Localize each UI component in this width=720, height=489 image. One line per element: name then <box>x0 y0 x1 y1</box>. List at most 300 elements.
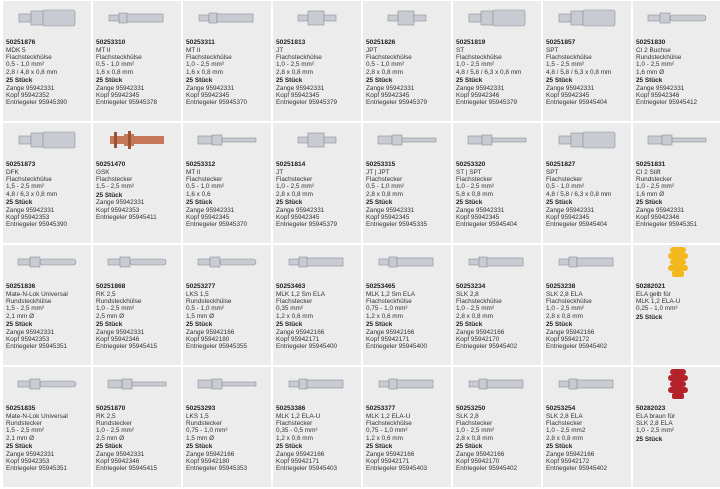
spec-line: JT | JPT <box>366 168 390 176</box>
spec-line: GSK <box>96 168 110 176</box>
spec-line: JPT <box>366 46 378 54</box>
quantity: 25 Stück <box>6 77 33 85</box>
tool-line: Kopf 95942346 <box>456 92 500 100</box>
spec-line: Flachsteckhülse <box>546 298 592 305</box>
article-number: 50253463 <box>276 283 306 290</box>
pin-terminal-icon <box>186 367 269 401</box>
spec-line: SLK 2,8 ELA <box>636 420 673 427</box>
spec-line: Flachstecker <box>276 176 313 183</box>
product-card <box>453 123 541 243</box>
tool-line: Zange 95942166 <box>546 328 595 336</box>
spec-line: JT <box>276 46 284 54</box>
spec-line: Flachstecker <box>276 298 313 305</box>
spec-line: 1,0 - 2,5 mm² <box>96 427 134 435</box>
spec-line: Flachsteckhülse <box>186 54 232 61</box>
tool-line: Entriegeler 95945379 <box>276 221 338 229</box>
quantity: 25 Stück <box>96 321 123 329</box>
spec-line: 4,8 / 5,8 / 6,3 x 0,8 mm <box>546 190 612 198</box>
article-number: 50251857 <box>546 39 576 46</box>
tool-line: Kopf 95942352 <box>6 92 50 100</box>
spec-line: CI 2 Buchse <box>636 46 671 54</box>
tool-line: Entriegeler 95945351 <box>6 465 68 473</box>
quantity: 25 Stück <box>456 443 483 451</box>
tool-line: Zange 95942166 <box>456 328 505 336</box>
spec-line: LKS 1,5 <box>186 412 209 420</box>
article-number: 50253234 <box>456 283 486 290</box>
spec-line: 0,5 - 1,0 mm² <box>366 183 404 191</box>
article-number: 50253320 <box>456 161 486 168</box>
spec-line: 1,5 mm Ø <box>186 312 215 320</box>
round-terminal-icon <box>186 245 269 279</box>
spec-line: SLK 2,8 ELA <box>546 290 583 298</box>
tool-line: Entriegeler 95945411 <box>96 214 157 222</box>
tool-line: Kopf 95942172 <box>546 336 590 344</box>
spec-line: 1,0 - 2,5 mm² <box>546 305 584 313</box>
tool-line: Zange 95942166 <box>186 450 235 458</box>
spec-line: SLK 2,8 ELA <box>546 412 583 420</box>
article-number: 50251470 <box>96 161 126 168</box>
tool-line: Entriegeler 95945351 <box>636 221 698 229</box>
product-card <box>93 245 181 365</box>
tool-line: Kopf 95942180 <box>186 336 230 344</box>
tool-line: Zange 95942331 <box>366 206 415 214</box>
spec-line: ST <box>456 46 465 54</box>
spec-line: Flachsteckhülse <box>96 54 142 61</box>
spec-line: 2,8 x 0,8 mm <box>276 68 313 76</box>
spec-line: Rundstecker <box>6 420 42 427</box>
article-number: 50251868 <box>96 283 126 290</box>
article-number: 50251876 <box>6 39 36 46</box>
spec-line: Flachstecker <box>366 176 403 183</box>
product-card <box>93 1 181 121</box>
spec-line: 1,6 mm Ø <box>636 68 665 76</box>
spec-line: Flachstecker <box>546 420 583 427</box>
tool-line: Kopf 95942346 <box>96 458 140 466</box>
tool-line: Entriegeler 95945378 <box>96 99 158 107</box>
spec-line: 2,1 mm Ø <box>6 434 35 442</box>
quantity: 25 Stück <box>276 321 303 329</box>
spec-line: Rundsteckhülse <box>96 298 142 305</box>
tool-line: Kopf 95942345 <box>456 214 500 222</box>
tool-line: Entriegeler 95945379 <box>456 99 518 107</box>
receptacle-metal-icon <box>6 1 89 35</box>
small-terminal-icon <box>456 367 539 401</box>
tool-line: Zange 95942331 <box>276 206 325 214</box>
product-card <box>543 245 631 365</box>
spec-line: Mate-N-Lok Universal <box>6 412 68 420</box>
quantity: 25 Stück <box>366 77 393 85</box>
spec-line: MT II <box>186 46 201 54</box>
spec-line: SLK 2,8 <box>456 412 479 420</box>
product-card <box>453 367 541 487</box>
quantity: 25 Stück <box>186 77 213 85</box>
tool-line: Zange 95942331 <box>636 84 685 92</box>
article-number: 50253465 <box>366 283 396 290</box>
pin-terminal-icon <box>366 123 449 157</box>
spec-line: MLK 1,2 ELA-U <box>276 412 321 420</box>
article-number: 50282023 <box>636 405 666 412</box>
round-terminal-icon <box>6 367 89 401</box>
quantity: 25 Stück <box>546 321 573 329</box>
spec-line: LKS 1,5 <box>186 290 209 298</box>
product-card <box>633 367 720 487</box>
pin-terminal-icon <box>96 367 179 401</box>
article-number: 50251870 <box>96 405 126 412</box>
article-number: 50251831 <box>636 161 666 168</box>
box-terminal-icon <box>276 123 359 157</box>
tool-line: Zange 95942331 <box>6 206 55 214</box>
spec-line: 1,6 x 0,8 mm <box>96 68 133 76</box>
spec-line: 0,5 - 1,0 mm² <box>366 61 404 69</box>
spec-line: 1,2 x 0,6 mm <box>366 312 403 320</box>
small-terminal-icon <box>456 245 539 279</box>
tool-line: Entriegeler 95945353 <box>186 465 248 473</box>
spec-line: 0,25 - 1,0 mm² <box>636 305 678 313</box>
tool-line: Zange 95942331 <box>6 328 55 336</box>
tool-line: Kopf 95942171 <box>366 336 410 344</box>
spec-line: Flachstecker <box>456 420 493 427</box>
spec-line: 2,8 / 4,8 x 0,8 mm <box>6 68 58 76</box>
tool-line: Kopf 95942345 <box>366 214 410 222</box>
spec-line: 0,35 mm² <box>276 305 303 313</box>
spec-line: ST | SPT <box>456 168 482 176</box>
spec-line: Mate-N-Lok Universal <box>6 290 68 298</box>
spec-line: Flachsteckhülse <box>6 176 52 183</box>
spec-line: Flachsteckhülse <box>456 298 502 305</box>
quantity: 25 Stück <box>456 321 483 329</box>
round-terminal-icon <box>636 1 719 35</box>
product-card <box>183 123 271 243</box>
spec-line: 2,8 x 0,8 mm <box>546 312 583 320</box>
article-number: 50253277 <box>186 283 216 290</box>
spec-line: Rundsteckhülse <box>636 54 682 61</box>
seal-red-icon <box>636 367 719 401</box>
article-number: 50253310 <box>96 39 126 46</box>
quantity: 25 Stück <box>96 77 123 85</box>
tool-line: Kopf 95942171 <box>276 336 320 344</box>
tool-line: Entriegeler 95945402 <box>456 343 518 351</box>
spec-line: MT II <box>96 46 111 54</box>
product-card <box>3 123 91 243</box>
tool-line: Kopf 95942353 <box>6 214 50 222</box>
pin-terminal-icon <box>456 123 539 157</box>
spec-line: 1,2 x 0,6 mm <box>366 434 403 442</box>
spec-line: 4,8 / 6,3 x 0,8 mm <box>6 190 58 198</box>
quantity: 25 Stück <box>276 77 303 85</box>
tool-line: Zange 95942166 <box>276 328 325 336</box>
spec-line: Rundstecker <box>636 176 672 183</box>
product-card <box>273 123 361 243</box>
article-number: 50253386 <box>276 405 306 412</box>
tool-line: Kopf 95942345 <box>546 214 590 222</box>
quantity: 25 Stück <box>96 443 123 451</box>
spec-line: 1,6 x 0,8 mm <box>186 68 223 76</box>
spec-line: MT II <box>186 168 201 176</box>
small-terminal-icon <box>546 245 629 279</box>
spec-line: RK 2,5 <box>96 290 116 298</box>
spec-line: 0,75 - 1,0 mm² <box>366 305 408 313</box>
tool-line: Zange 95942331 <box>186 84 235 92</box>
product-card <box>543 123 631 243</box>
spec-line: Flachsteckhülse <box>546 54 592 61</box>
tool-line: Entriegeler 95945412 <box>636 99 698 107</box>
article-number: 50251835 <box>6 405 36 412</box>
spec-line: ELA gelb für <box>636 290 671 298</box>
spec-line: 1,0 - 2,5 mm² <box>456 183 494 191</box>
article-number: 50253254 <box>546 405 576 412</box>
tool-line: Entriegeler 95945400 <box>276 343 338 351</box>
round-terminal-icon <box>96 245 179 279</box>
tool-line: Entriegeler 95945404 <box>456 221 518 229</box>
tool-line: Entriegeler 95945335 <box>366 221 428 229</box>
tool-line: Kopf 95942180 <box>186 458 230 466</box>
spec-line: Rundsteckhülse <box>186 298 232 305</box>
spec-line: 1,0 - 2,5 mm2 <box>546 427 586 435</box>
tool-line: Zange 95942331 <box>96 84 145 92</box>
tool-line: Kopf 95942172 <box>546 458 590 466</box>
article-number: 50251873 <box>6 161 36 168</box>
article-number: 50251836 <box>6 283 36 290</box>
spec-line: 0,5 - 1,0 mm² <box>6 61 44 69</box>
tool-line: Kopf 95942170 <box>456 336 500 344</box>
article-number: 50253311 <box>186 39 215 46</box>
article-number: 50253312 <box>186 161 216 168</box>
spec-line: 1,5 - 2,5 mm² <box>6 427 44 435</box>
tool-line: Zange 95942331 <box>456 84 505 92</box>
pin-terminal-icon <box>186 123 269 157</box>
tool-line: Entriegeler 95945404 <box>546 221 608 229</box>
article-number: 50251827 <box>546 161 576 168</box>
tool-line: Entriegeler 95945370 <box>186 221 248 229</box>
quantity: 25 Stück <box>96 191 123 199</box>
spec-line: Flachsteckhülse <box>366 298 412 305</box>
tool-line: Entriegeler 95945404 <box>546 99 608 107</box>
tool-line: Zange 95942331 <box>96 199 145 207</box>
quantity: 25 Stück <box>636 77 663 85</box>
product-card <box>183 1 271 121</box>
quantity: 25 Stück <box>546 443 573 451</box>
spec-line: 2,8 x 0,8 mm <box>276 190 313 198</box>
spec-line: 1,0 - 2,5 mm² <box>636 427 674 435</box>
tool-line: Entriegeler 95945379 <box>366 99 428 107</box>
product-card <box>273 367 361 487</box>
tool-line: Entriegeler 95945402 <box>546 465 608 473</box>
spec-line: SPT <box>546 46 559 54</box>
product-card <box>273 245 361 365</box>
spec-line: Flachstecker <box>276 420 313 427</box>
spec-line: 0,5 - 1,0 mm² <box>186 183 224 191</box>
spec-line: 1,0 - 2,5 mm² <box>456 61 494 69</box>
tool-line: Zange 95942166 <box>456 450 505 458</box>
spec-line: 1,0 - 2,5 mm² <box>456 305 494 313</box>
quantity: 25 Stück <box>6 321 33 329</box>
tool-line: Entriegeler 95945402 <box>546 343 608 351</box>
spec-line: Rundsteckhülse <box>6 298 52 305</box>
tool-line: Zange 95942166 <box>276 450 325 458</box>
quantity: 25 Stück <box>456 199 483 207</box>
spec-line: 4,8 / 5,8 / 6,3 x 0,8 mm <box>546 68 612 76</box>
spec-line: MLK 1,2 Sm ELA <box>366 290 416 298</box>
small-terminal-icon <box>276 367 359 401</box>
seal-yellow-icon <box>636 245 719 279</box>
quantity: 25 Stück <box>366 443 393 451</box>
tool-line: Kopf 95942353 <box>6 458 50 466</box>
quantity: 25 Stück <box>276 199 303 207</box>
spec-line: MLK 1,2 Sm ELA <box>276 290 326 298</box>
tool-line: Zange 95942331 <box>96 450 145 458</box>
spec-line: Flachstecker <box>96 176 133 183</box>
product-card <box>363 245 451 365</box>
tool-line: Kopf 95942346 <box>636 214 680 222</box>
spec-line: 2,5 mm Ø <box>96 312 125 320</box>
spec-line: 1,5 - 2,5 mm² <box>6 183 44 191</box>
spec-line: SPT <box>546 168 559 176</box>
spec-line: DFK <box>6 168 19 176</box>
tool-line: Zange 95942166 <box>366 328 415 336</box>
tool-line: Entriegeler 95945355 <box>186 343 248 351</box>
quantity: 25 Stück <box>6 443 33 451</box>
quantity: 25 Stück <box>456 77 483 85</box>
tool-line: Zange 95942331 <box>276 84 325 92</box>
tool-line: Entriegeler 95945402 <box>456 465 518 473</box>
small-terminal-icon <box>366 245 449 279</box>
tool-line: Zange 95942331 <box>636 206 685 214</box>
spec-line: 0,5 - 1,0 mm² <box>96 61 134 69</box>
tool-line: Kopf 95942345 <box>366 92 410 100</box>
tool-line: Zange 95942331 <box>6 84 55 92</box>
tool-line: Kopf 95942345 <box>546 92 590 100</box>
spec-line: JT <box>276 168 284 176</box>
spec-line: Flachsteckhülse <box>276 54 322 61</box>
quantity: 25 Stück <box>636 199 663 207</box>
tool-line: Entriegeler 95945390 <box>6 99 68 107</box>
tool-line: Zange 95942331 <box>546 84 595 92</box>
tool-line: Kopf 95942170 <box>456 458 500 466</box>
quantity: 25 Stück <box>636 435 663 443</box>
article-number: 50253293 <box>186 405 216 412</box>
round-terminal-icon <box>6 245 89 279</box>
spec-line: Flachstecker <box>186 176 223 183</box>
tool-line: Entriegeler 95945403 <box>276 465 338 473</box>
box-terminal-icon <box>276 1 359 35</box>
spec-line: 5,8 x 0,8 mm <box>456 190 493 198</box>
quantity: 25 Stück <box>546 77 573 85</box>
spec-line: 1,5 mm Ø <box>186 434 215 442</box>
spec-line: 1,6 x 0,6 <box>186 190 211 198</box>
tool-line: Kopf 95942345 <box>186 214 230 222</box>
spec-line: Flachsteckhülse <box>456 54 502 61</box>
tool-line: Zange 95942166 <box>546 450 595 458</box>
tool-line: Zange 95942331 <box>96 328 145 336</box>
article-number: 50251813 <box>276 39 306 46</box>
quantity: 25 Stück <box>546 199 573 207</box>
quantity: 25 Stück <box>186 443 213 451</box>
spec-line: 2,8 x 0,8 mm <box>366 190 403 198</box>
product-card <box>543 1 631 121</box>
spec-line: Flachstecker <box>456 176 493 183</box>
tool-line: Kopf 95942353 <box>96 206 140 214</box>
spec-line: Flachsteckhülse <box>366 54 412 61</box>
product-card <box>363 367 451 487</box>
small-terminal-icon <box>96 1 179 35</box>
spec-line: 2,8 x 0,8 mm <box>456 312 493 320</box>
spec-line: 1,0 - 2,5 mm² <box>276 183 314 191</box>
tool-line: Entriegeler 95945415 <box>96 343 158 351</box>
box-terminal-icon <box>366 1 449 35</box>
article-number: 50251814 <box>276 161 306 168</box>
tool-line: Zange 95942331 <box>456 206 505 214</box>
spec-line: SLK 2,8 <box>456 290 479 298</box>
spec-line: 2,8 x 0,8 mm <box>456 434 493 442</box>
product-card <box>3 367 91 487</box>
article-number: 50253250 <box>456 405 486 412</box>
tool-line: Kopf 95942345 <box>276 92 320 100</box>
article-number: 50253377 <box>366 405 396 412</box>
spec-line: Rundstecker <box>186 420 222 427</box>
product-card <box>633 123 720 243</box>
product-card <box>3 245 91 365</box>
spec-line: 0,75 - 1,0 mm² <box>186 427 228 435</box>
article-number: 50253238 <box>546 283 576 290</box>
quantity: 25 Stück <box>6 199 33 207</box>
spec-line: 0,5 - 1,0 mm² <box>546 183 584 191</box>
receptacle-metal-icon <box>546 123 629 157</box>
product-card <box>363 123 451 243</box>
spec-line: 0,5 - 1,0 mm² <box>186 305 224 313</box>
spec-line: MLK 1,2 ELA-U <box>636 298 681 305</box>
product-card <box>183 367 271 487</box>
product-card <box>633 1 720 121</box>
tool-line: Entriegeler 95945370 <box>186 99 248 107</box>
spec-line: Flachstecker <box>546 176 583 183</box>
spec-line: 1,0 - 2,5 mm² <box>636 183 674 191</box>
tool-line: Kopf 95942346 <box>636 92 680 100</box>
product-card <box>273 1 361 121</box>
spec-line: 2,8 x 0,8 mm <box>546 434 583 442</box>
spec-line: 1,0 - 2,5 mm² <box>636 61 674 69</box>
spec-line: 0,75 - 1,0 mm² <box>366 427 408 435</box>
product-card <box>183 245 271 365</box>
spec-line: 0,35 - 0,5 mm² <box>276 427 318 435</box>
copper-terminal-icon <box>96 123 179 157</box>
tool-line: Kopf 95942345 <box>186 92 230 100</box>
tool-line: Entriegeler 95945351 <box>6 343 68 351</box>
article-number: 50282021 <box>636 283 666 290</box>
spec-line: MDK 5 <box>6 46 26 54</box>
spec-line: 2,1 mm Ø <box>6 312 35 320</box>
spec-line: Flachsteckhülse <box>6 54 52 61</box>
quantity: 25 Stück <box>366 199 393 207</box>
spec-line: 1,0 - 2,5 mm² <box>456 427 494 435</box>
spec-line: 1,2 x 0,6 mm <box>276 312 313 320</box>
spec-line: 4,8 / 5,8 / 6,3 x 0,8 mm <box>456 68 522 76</box>
spec-line: RK 2,5 <box>96 412 116 420</box>
product-card <box>633 245 720 365</box>
spec-line: 1,0 - 2,5 mm² <box>186 61 224 69</box>
tool-line: Kopf 95942346 <box>96 336 140 344</box>
tool-line: Zange 95942166 <box>186 328 235 336</box>
spec-line: ELA braun für <box>636 412 676 420</box>
article-number: 50251826 <box>366 39 396 46</box>
tool-line: Kopf 95942345 <box>96 92 140 100</box>
quantity: 25 Stück <box>186 321 213 329</box>
article-number: 50253315 <box>366 161 396 168</box>
small-terminal-icon <box>366 367 449 401</box>
tool-line: Entriegeler 95945415 <box>96 465 158 473</box>
quantity: 25 Stück <box>636 313 663 321</box>
quantity: 25 Stück <box>276 443 303 451</box>
spec-line: MLK 1,2 ELA-U <box>366 412 411 420</box>
